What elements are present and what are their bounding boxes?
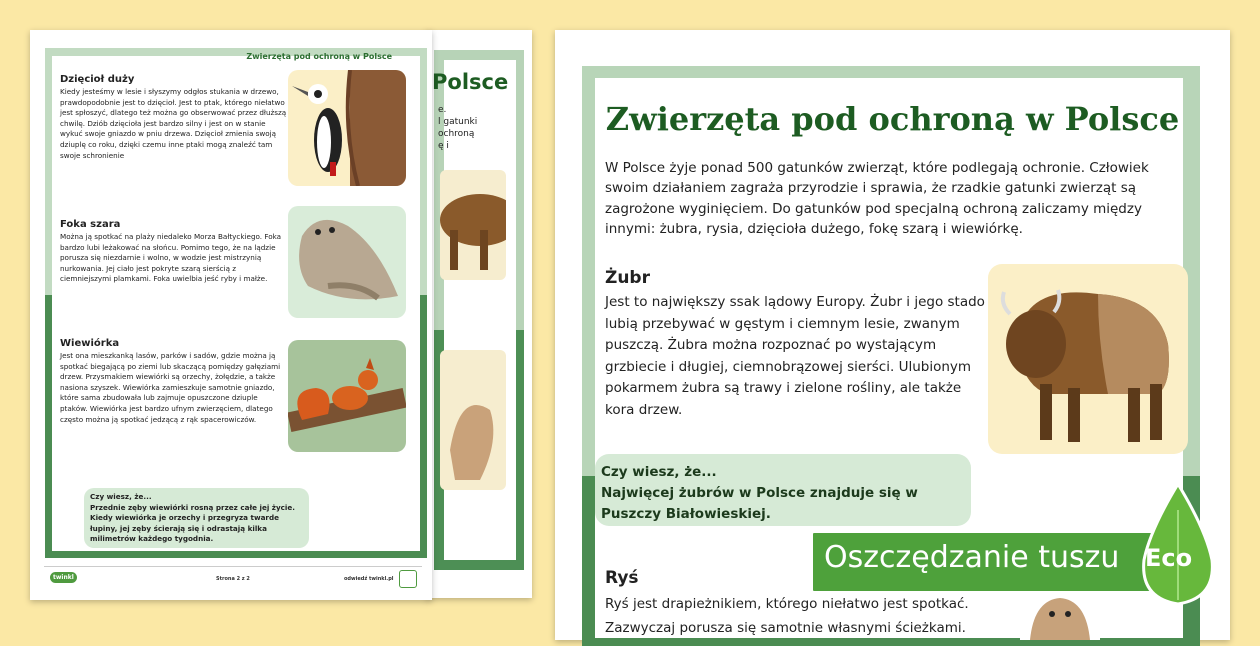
quality-stamp-icon	[399, 570, 417, 588]
squirrel-text: Jest ona mieszkanką lasów, parków i sadów, gdzie można ją spotkać biegającą po ziemi lub skaczącą pomiędzy gałęziami drzew. Przysmakiem wiewiórki są orzechy, żołędzie, a także nasiona szyszek. Wiewiórka zamieszkuje samotnie gniazdo, które sama zbudowała lub zajmuje opuszczone dziuple ptaków. Wiewiórka jest bardzo ufnym zwierzęciem, dlatego często można ją spotkać jedzącą z rąk spacerowiczów.	[60, 351, 281, 424]
woodpecker-heading: Dzięcioł duży	[60, 74, 135, 85]
bison-illustration	[988, 264, 1188, 454]
left-page	[30, 30, 432, 600]
left-page-header: Zwierzęta pod ochroną w Polsce	[246, 52, 392, 61]
back-page-title: Polsce	[432, 70, 509, 94]
fact-title: Czy wiesz, że...	[90, 492, 152, 501]
left-page-footer	[44, 566, 422, 592]
seal-text: Można ją spotkać na plaży niedaleko Morza Bałtyckiego. Foka bardzo lubi leżakować na słońcu. Pomimo tego, że na lądzie porusza się niezdarnie i wolno, w wodzie jest mistrzynią nurkowania. Jej ciało jest pokryte szarą sierścią z ciemniejszymi plamkami. Foka uwielbia jeść ryby i małże.	[60, 232, 282, 284]
woodpecker-text: Kiedy jesteśmy w lesie i słyszymy odgłos stukania w drzewo, prawdopodobnie jest to dzięcioł. Jest to ptak, którego niełatwo jest spłoszyć, dlatego też można go obserwować przez dłuższą chwilę. Dziób dzięcioła jest bardzo silny i jest on w stanie wykuć swoje gniazdo w pniu drzewa. Dzięcioł zmienia swoją dziuplę co roku, dzięki czemu inne ptaki mogą znaleźć tam swoje schronienie	[60, 87, 287, 160]
lynx-illustration	[440, 350, 506, 490]
bison-text: Jest to największy ssak lądowy Europy. Żubr i jego stado lubią przebywać w gęstym i ciemnym lesie, zwanym puszczą. Żubra można rozpoznać po wystającym grzbiecie i długiej, ciemnobrązowej sierści. Ulubionym pokarmem żubra są trawy i zielone rośliny, ale także kora drzew.	[605, 294, 985, 418]
fact-text: Najwięcej żubrów w Polsce znajduje się w Puszczy Białowieskiej.	[601, 485, 918, 522]
ink-saving-badge	[810, 530, 1230, 594]
woodpecker-illustration	[288, 70, 406, 186]
back-page-content	[432, 60, 516, 560]
fact-text: Przednie zęby wiewiórki rosną przez całe jej życie. Kiedy wiewiórka je orzechy i przegryza twarde łupiny, jej zęby ścierają się i odrastają kilka milimetrów każdego tygodnia.	[90, 502, 295, 544]
footer-divider	[44, 566, 422, 567]
twinkl-logo: twinkl	[50, 572, 77, 583]
seal-illustration	[288, 206, 406, 318]
page-number: Strona 2 z 2	[216, 576, 250, 582]
intro-text: W Polsce żyje ponad 500 gatunków zwierząt, które podlegają ochronie. Człowiek swoim działaniem zagraża przyrodzie i sprawia, że rzadkie gatunki zwierząt są zagrożone wyginięciem. Do gatunków pod specjalną ochroną zaliczamy między innymi: żubra, rysia, dzięcioła dużego, fokę szarą i wiewiórkę.	[605, 160, 1149, 238]
badge-label: Oszczędzanie tuszu	[824, 540, 1120, 575]
footer-site: odwiedź twinkl.pl	[344, 576, 394, 582]
lynx-text: Ryś jest drapieżnikiem, którego niełatwo jest spotkać. Zazwyczaj porusza się samotnie własnymi ścieżkami.	[605, 596, 969, 636]
squirrel-heading: Wiewiórka	[60, 338, 120, 349]
lynx-heading: Ryś	[605, 568, 639, 588]
eco-label: Eco	[1145, 544, 1193, 572]
fact-box	[84, 488, 309, 548]
fact-title: Czy wiesz, że...	[601, 464, 717, 480]
bison-illustration	[440, 170, 506, 280]
lynx-illustration	[1020, 590, 1100, 640]
seal-heading: Foka szara	[60, 219, 121, 230]
page-title: Zwierzęta pod ochroną w Polsce	[605, 100, 1180, 138]
back-page-text: e. l gatunki ochroną ę i	[438, 105, 478, 151]
fact-box	[595, 454, 971, 526]
bison-heading: Żubr	[605, 268, 650, 288]
back-page	[426, 30, 532, 598]
squirrel-illustration	[288, 340, 406, 452]
